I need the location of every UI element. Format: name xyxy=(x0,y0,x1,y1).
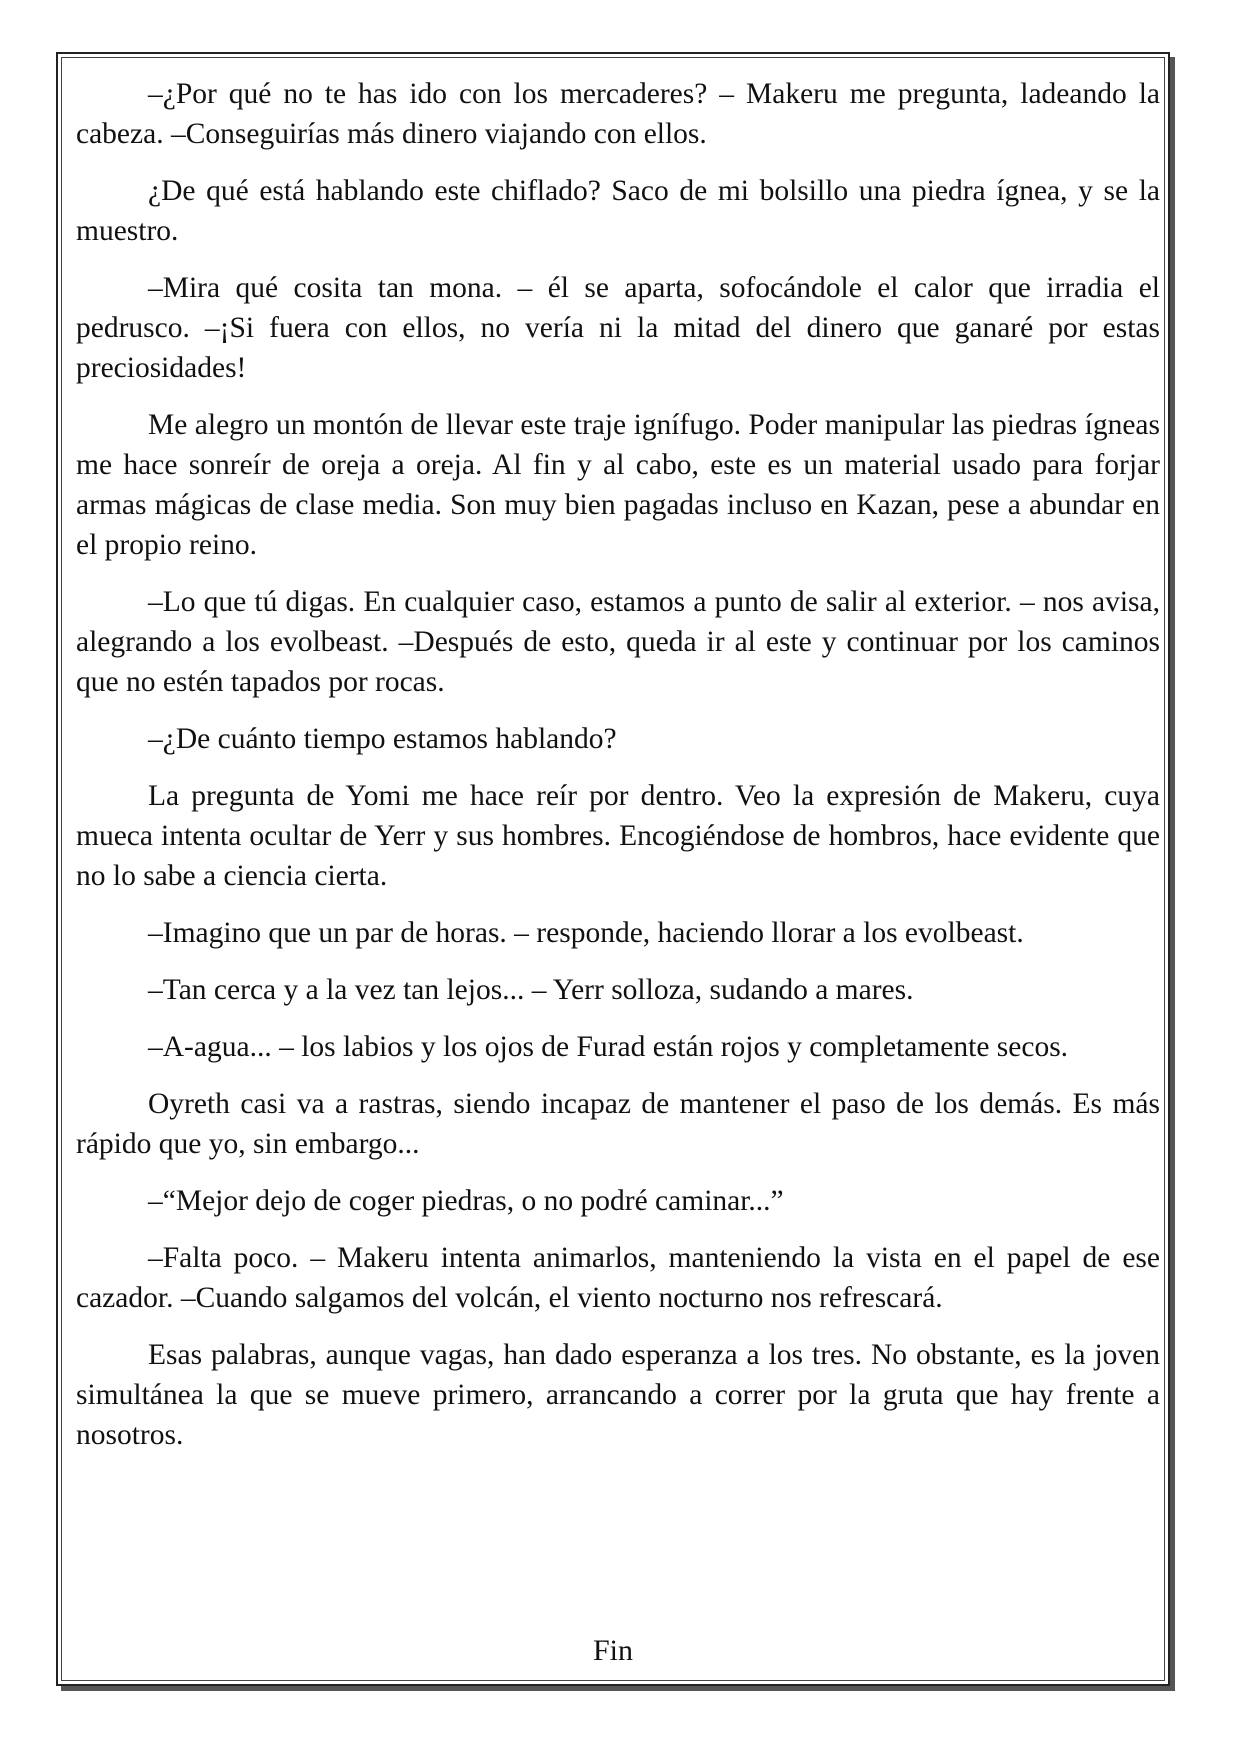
end-mark: Fin xyxy=(592,1634,634,1667)
paragraph: La pregunta de Yomi me hace reír por dentro. Veo la expresión de Makeru, cuya mueca intenta ocultar de Yerr y sus hombres. Encogiéndose de hombros, hace evidente que no lo sabe a ciencia cierta. xyxy=(76,780,1160,892)
paragraph: –Mira qué cosita tan mona. – él se aparta, sofocándole el calor que irradia el pedrusco. –¡Si fuera con ellos, no vería ni la mitad del dinero que ganaré por estas preciosidades! xyxy=(76,272,1160,384)
paragraph: Oyreth casi va a rastras, siendo incapaz de mantener el paso de los demás. Es más rápido que yo, sin embargo... xyxy=(76,1088,1160,1160)
paragraph: –Lo que tú digas. En cualquier caso, estamos a punto de salir al exterior. – nos avisa, alegrando a los evolbeast. –Después de esto, queda ir al este y continuar por los caminos que no estén tapados por rocas. xyxy=(76,586,1160,698)
paragraph: –Falta poco. – Makeru intenta animarlos, manteniendo la vista en el papel de ese cazador. –Cuando salgamos del volcán, el viento nocturno nos refrescará. xyxy=(76,1242,1160,1314)
paragraph: –Imagino que un par de horas. – responde, haciendo llorar a los evolbeast. xyxy=(148,917,1024,949)
story-text xyxy=(76,74,1160,1472)
paragraph: –¿De cuánto tiempo estamos hablando? xyxy=(148,723,617,755)
paragraph: ¿De qué está hablando este chiflado? Saco de mi bolsillo una piedra ígnea, y se la muestro. xyxy=(76,175,1160,247)
paragraph: Esas palabras, aunque vagas, han dado esperanza a los tres. No obstante, es la joven simultánea la que se mueve primero, arrancando a correr por la gruta que hay frente a nosotros. xyxy=(76,1339,1160,1451)
page-frame xyxy=(56,52,1170,1686)
paragraph: –A-agua... – los labios y los ojos de Furad están rojos y completamente secos. xyxy=(148,1031,1069,1063)
paragraph: –¿Por qué no te has ido con los mercaderes? – Makeru me pregunta, ladeando la cabeza. –Conseguirías más dinero viajando con ellos. xyxy=(76,78,1160,150)
paragraph: –“Mejor dejo de coger piedras, o no podré caminar...” xyxy=(148,1185,784,1217)
paragraph: –Tan cerca y a la vez tan lejos... – Yerr solloza, sudando a mares. xyxy=(148,974,914,1006)
paragraph: Me alegro un montón de llevar este traje ignífugo. Poder manipular las piedras ígneas me hace sonreír de oreja a oreja. Al fin y al cabo, este es un material usado para forjar armas mágicas de clase media. Son muy bien pagadas incluso en Kazan, pese a abundar en el propio reino. xyxy=(76,409,1160,561)
